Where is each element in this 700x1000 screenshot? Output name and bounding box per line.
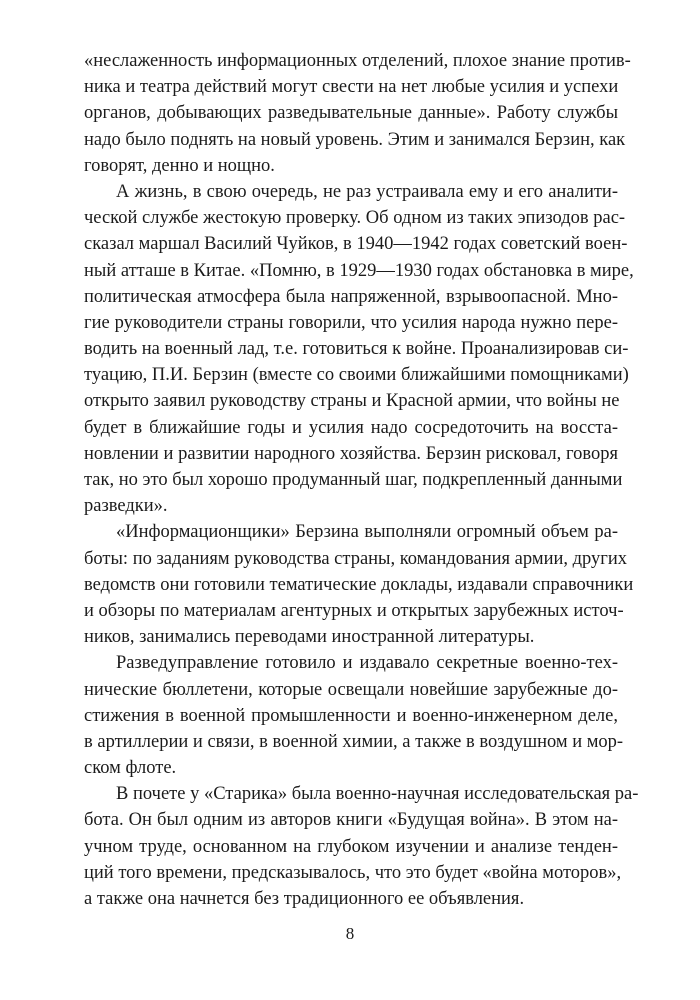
text-line: говорят, денно и нощно. [84, 155, 275, 176]
paragraph-1 [84, 48, 631, 179]
page-body [84, 48, 639, 912]
text-line: ском флоте. [84, 758, 177, 779]
text-line: ведомств они готовили тематические доклады, издавали справочники [84, 574, 634, 595]
text-line: органов, добывающих разведывательные данные». Работу службы [84, 103, 618, 124]
text-line: сказал маршал Василий Чуйков, в 1940—1942 годах советский воен- [84, 234, 628, 255]
text-line: Разведуправление готовило и издавало секретные военно-тех- [116, 653, 618, 674]
text-line: «неслаженность информационных отделений, плохое знание против- [84, 51, 631, 71]
text-line: надо было поднять на новый уровень. Этим и занимался Берзин, как [84, 129, 626, 150]
text-line: и обзоры по материалам агентурных и открытых зарубежных источ- [84, 600, 624, 621]
text-line: туацию, П.И. Берзин (вместе со своими ближайшими помощниками) [84, 365, 629, 386]
text-line: водить на военный лад, т.е. готовиться к войне. Проанализировав си- [84, 339, 629, 360]
text-line: новлении и развитии народного хозяйства. Берзин рисковал, говоря [84, 443, 618, 464]
paragraph-4 [84, 650, 624, 781]
text-line: открыто заявил руководству страны и Красной армии, что войны не [84, 391, 620, 412]
text-line: разведки». [84, 496, 168, 517]
text-line: В почете у «Старика» была военно-научная исследовательская ра- [116, 784, 639, 805]
text-line: будет в ближайшие годы и усилия надо сосредоточить на восста- [84, 417, 618, 438]
text-line: бота. Он был одним из авторов книги «Будущая война». В этом на- [84, 810, 618, 831]
text-line: ника и театра действий могут свести на нет любые усилия и успехи [84, 77, 619, 98]
text-line: гие руководители страны говорили, что усилия народа нужно пере- [84, 312, 618, 333]
text-line: стижения в военной промышленности и военно-инженерном деле, [84, 705, 618, 726]
paragraph-3 [84, 519, 634, 650]
text-line: учном труде, основанном на глубоком изучении и анализе тенден- [84, 836, 618, 857]
text-line: ников, занимались переводами иностранной литературы. [84, 627, 535, 648]
text-line: нические бюллетени, которые освещали новейшие зарубежные до- [84, 679, 618, 700]
text-line: ций того времени, предсказывалось, что это будет «война моторов», [84, 862, 622, 883]
text-line: А жизнь, в свою очередь, не раз устраивала ему и его аналити- [116, 181, 618, 202]
text-line: ный атташе в Китае. «Помню, в 1929—1930 годах обстановка в мире, [84, 260, 634, 281]
text-line: а также она начнется без традиционного ее объявления. [84, 889, 525, 909]
paragraph-2 [84, 179, 634, 519]
page-number: 8 [345, 924, 355, 943]
paragraph-5 [84, 781, 639, 912]
text-line: боты: по заданиям руководства страны, командования армии, других [84, 548, 628, 569]
text-line: ческой службе жестокую проверку. Об одном из таких эпизодов рас- [84, 208, 626, 229]
text-line: так, но это был хорошо продуманный шаг, подкрепленный данными [84, 470, 623, 490]
text-line: «Информационщики» Берзина выполняли огромный объем ра- [116, 522, 618, 543]
text-line: политическая атмосфера была напряженной, взрывоопасной. Мно- [84, 286, 618, 307]
text-line: в артиллерии и связи, в военной химии, а также в воздушном и мор- [84, 731, 624, 752]
